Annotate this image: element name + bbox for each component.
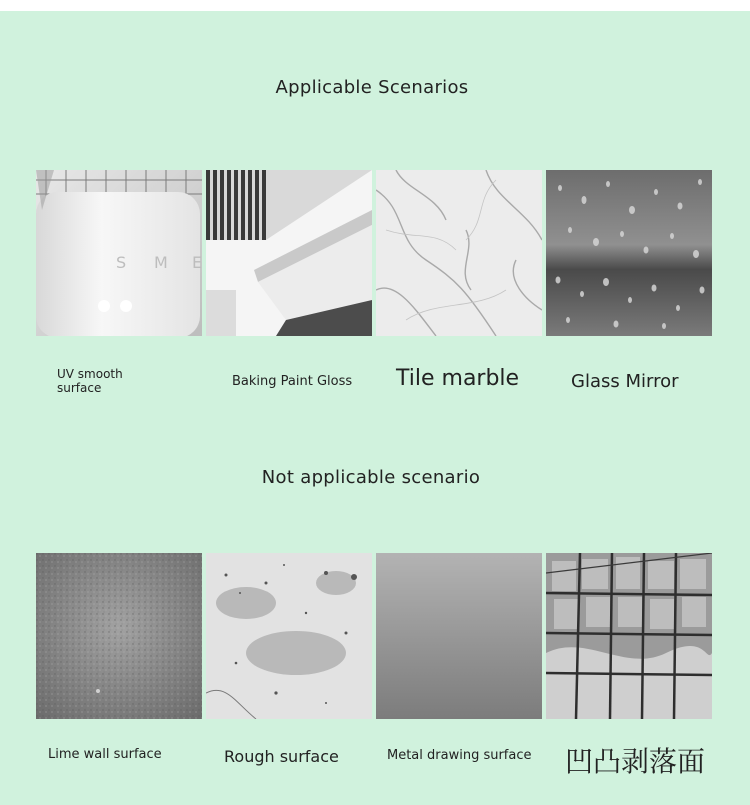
uv-smooth-surface-label: [57, 367, 123, 395]
svg-text:E: E: [192, 253, 202, 272]
metal-drawing-surface-label: Metal drawing surface: [387, 748, 532, 763]
metal-drawing-surface-image: [376, 553, 542, 719]
uv-smooth-surface-label-line2: surface: [57, 381, 102, 395]
lime-wall-surface-image: [36, 553, 202, 719]
rough-surface-image: [206, 553, 372, 719]
not-applicable-scenario-heading: Not applicable scenario: [261, 467, 481, 488]
uv-smooth-surface-image: [36, 170, 202, 336]
glass-mirror-image: [546, 170, 712, 336]
baking-paint-gloss-image: [206, 170, 372, 336]
tile-marble-image: [376, 170, 542, 336]
applicable-scenarios-heading: Applicable Scenarios: [275, 77, 469, 98]
uneven-peeling-surface-label: 凹凸剥落面: [565, 745, 706, 778]
svg-text:S: S: [116, 253, 127, 272]
uv-smooth-surface-label-line1: UV smooth: [57, 367, 123, 381]
svg-text:M: M: [154, 253, 168, 272]
tile-marble-label: Tile marble: [396, 366, 520, 391]
rough-surface-label: Rough surface: [224, 747, 339, 766]
lime-wall-surface-label: Lime wall surface: [48, 747, 162, 762]
scenario-panel: [0, 11, 750, 805]
baking-paint-gloss-label: Baking Paint Gloss: [232, 374, 353, 389]
uneven-peeling-surface-image: [546, 553, 712, 719]
glass-mirror-label: Glass Mirror: [571, 371, 679, 392]
